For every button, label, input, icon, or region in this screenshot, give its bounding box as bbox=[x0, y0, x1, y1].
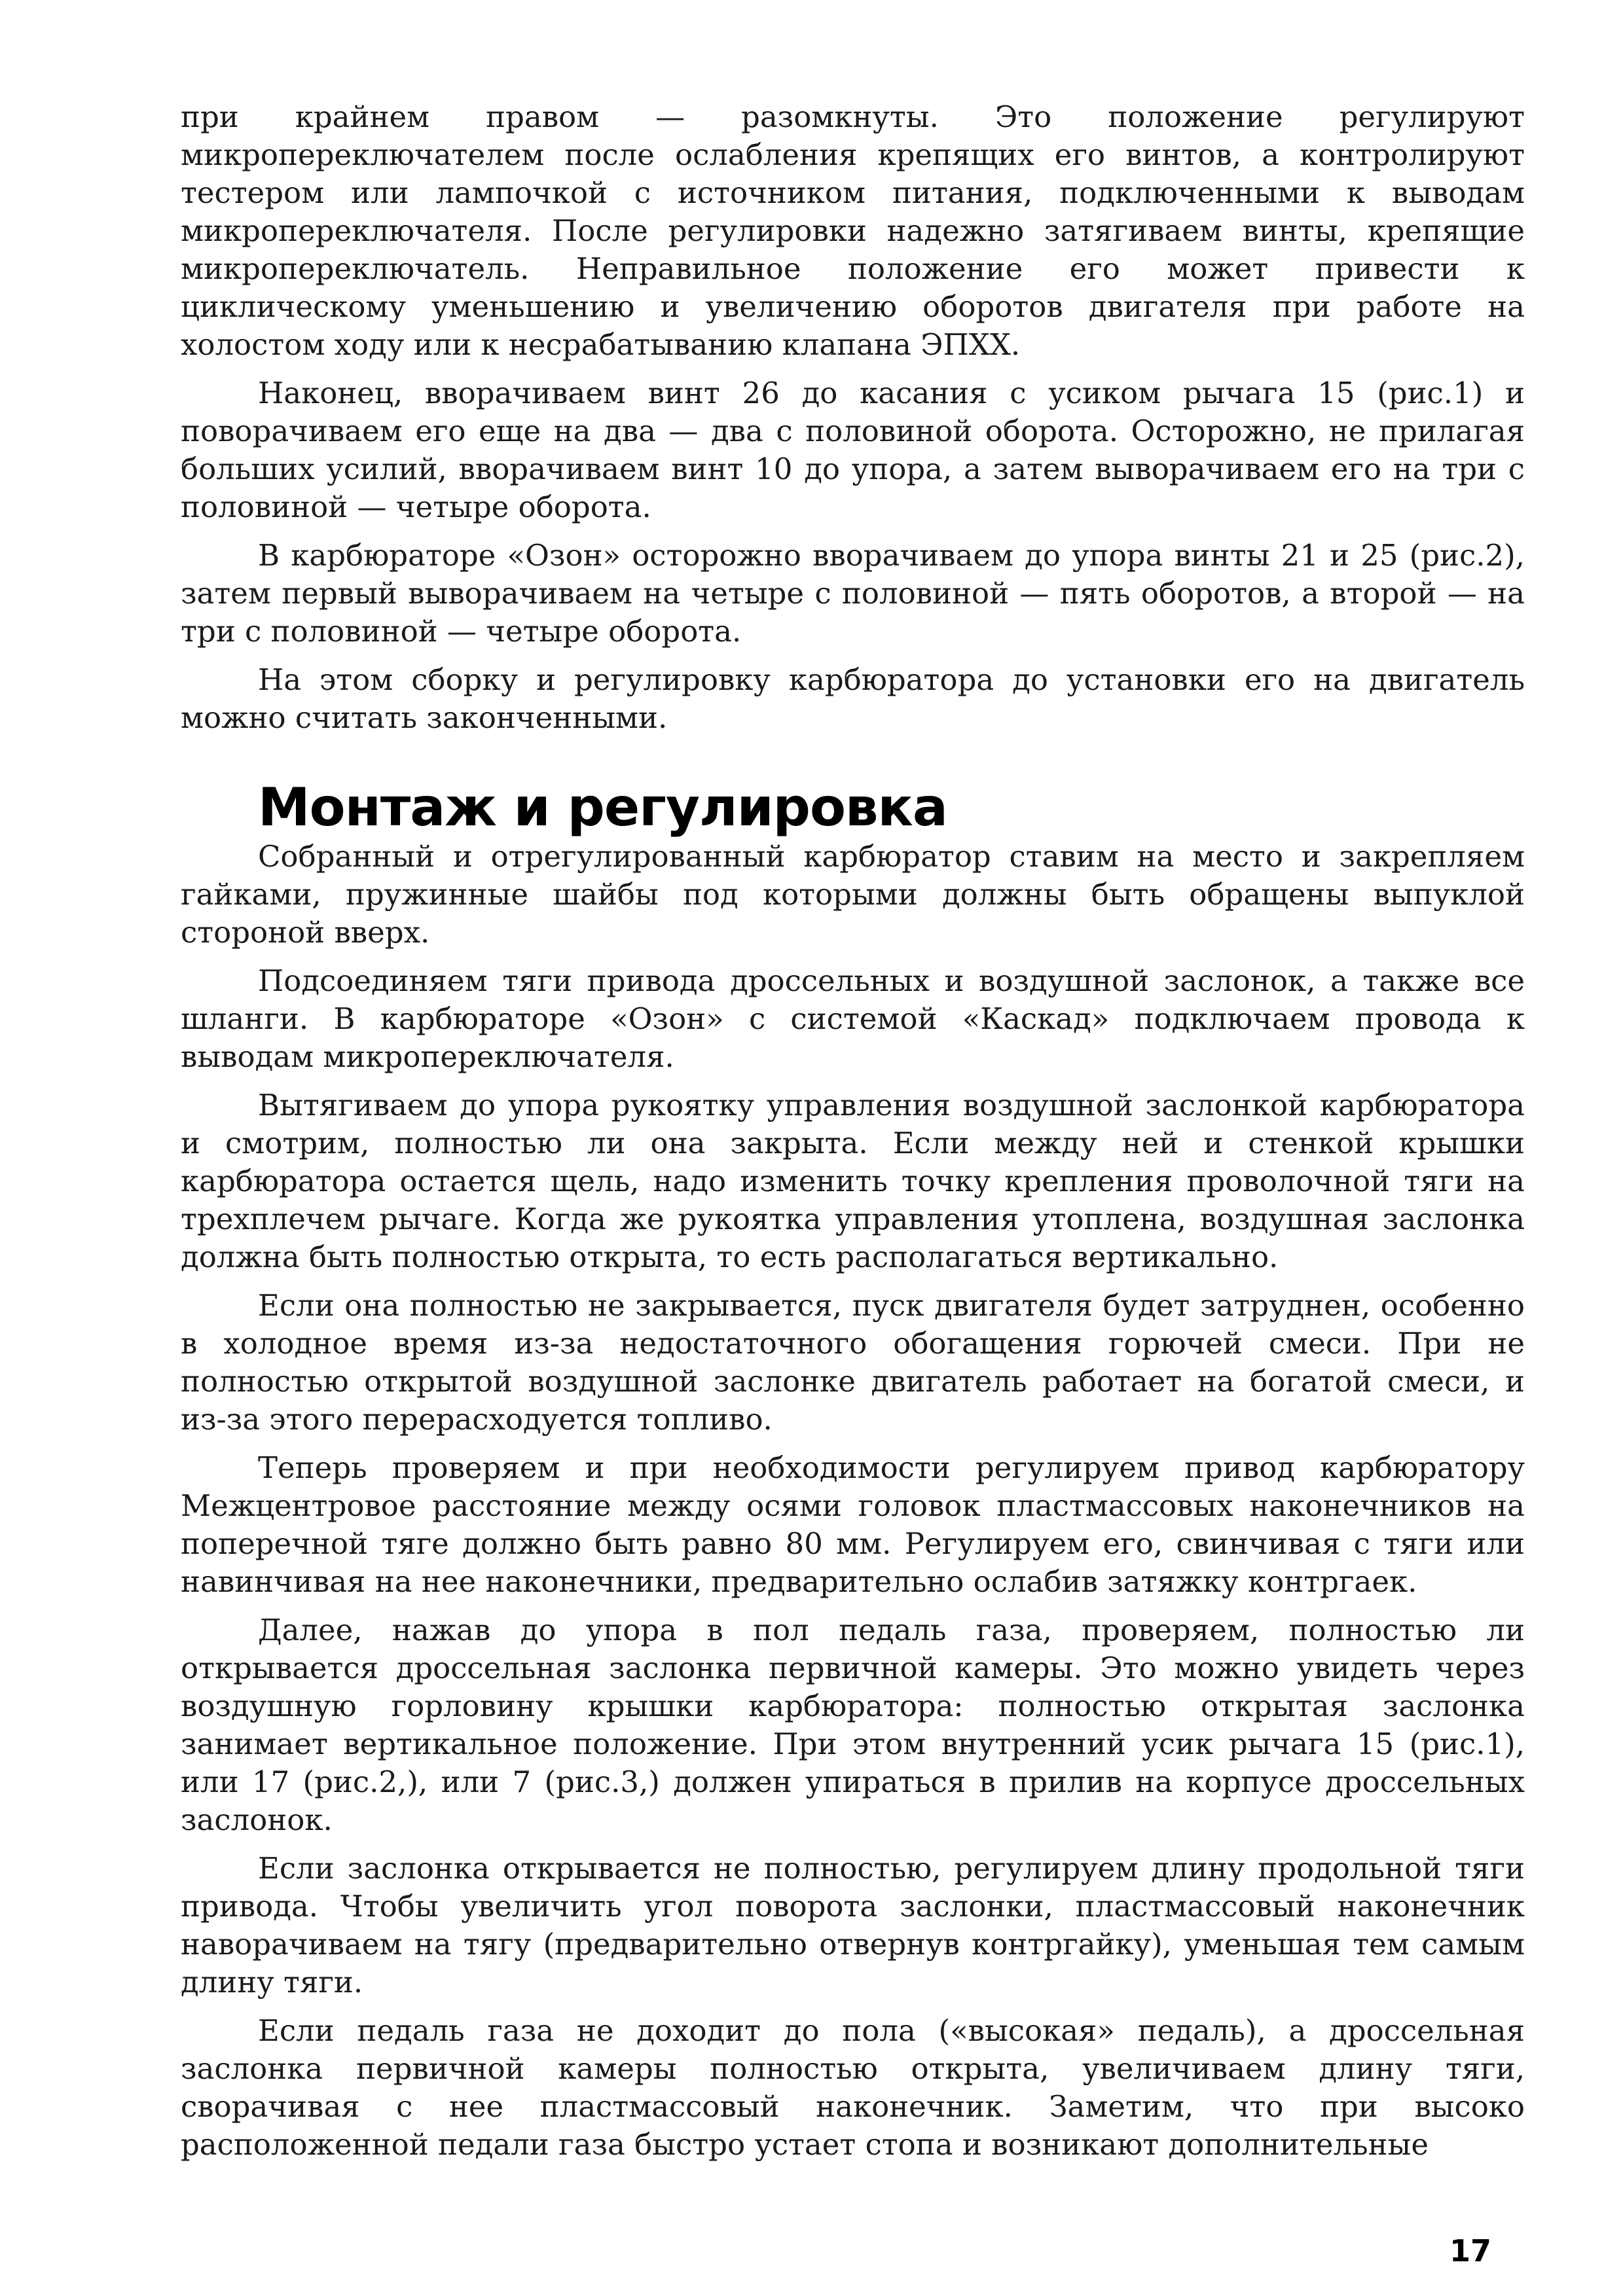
paragraph: Теперь проверяем и при необходимости регулируем привод карбюратору Межцентровое расстояние между осями головок пластмассовых наконечников на поперечной тяге должно быть равно 80 мм. Регулируем его, свинчивая с тяги или навинчивая на нее наконечники, предварительно ослабив затяжку контргаек. bbox=[181, 1450, 1525, 1599]
section-title: Монтаж и регулировка bbox=[258, 777, 947, 838]
page-body bbox=[181, 98, 1525, 2174]
paragraph: Если она полностью не закрывается, пуск двигателя будет затруднен, особенно в холодное время из-за недостаточного обогащения горючей смеси. При не полностью открытой воздушной заслонке двигатель работает на богатой смеси, и из-за этого перерасходуется топливо. bbox=[181, 1288, 1525, 1437]
page-number: 17 bbox=[1450, 2233, 1492, 2269]
paragraph: В карбюраторе «Озон» осторожно вворачиваем до упора винты 21 и 25 (рис.2), затем первый выворачиваем на четыре с половиной — пять оборотов, а второй — на три с половиной — четыре оборота. bbox=[181, 538, 1525, 649]
paragraph: Подсоединяем тяги привода дроссельных и воздушной заслонок, а также все шланги. В карбюраторе «Озон» с системой «Каскад» подключаем провода к выводам микропереключателя. bbox=[181, 963, 1525, 1074]
paragraph: Собранный и отрегулированный карбюратор ставим на место и закрепляем гайками, пружинные шайбы под которыми должны быть обращены выпуклой стороной вверх. bbox=[181, 839, 1525, 950]
paragraph: при крайнем правом — разомкнуты. Это положение регулируют микропереключателем после ослабления крепящих его винтов, а контролируют тестером или лампочкой с источником питания, подключенными к выводам микропереключателя. После регулировки надежно затягиваем винты, крепящие микропереключатель. Неправильное положение его может привести к циклическому уменьшению и увеличению оборотов двигателя при работе на холостом ходу или к несрабатыванию клапана ЭПХХ. bbox=[181, 99, 1525, 362]
paragraph: Далее, нажав до упора в пол педаль газа, проверяем, полностью ли открывается дроссельная заслонка первичной камеры. Это можно увидеть через воздушную горловину крышки карбюратора: полностью открытая заслонка занимает вертикальное положение. При этом внутренний усик рычага 15 (рис.1), или 17 (рис.2,), или 7 (рис.3,) должен упираться в прилив на корпусе дроссельных заслонок. bbox=[181, 1613, 1525, 1837]
paragraph: Вытягиваем до упора рукоятку управления воздушной заслонкой карбюратора и смотрим, полностью ли она закрыта. Если между ней и стенкой крышки карбюратора остается щель, надо изменить точку крепления проволочной тяги на трехплечем рычаге. Когда же рукоятка управления утоплена, воздушная заслонка должна быть полностью открыта, то есть располагаться вертикально. bbox=[181, 1088, 1525, 1274]
paragraph: Наконец, вворачиваем винт 26 до касания с усиком рычага 15 (рис.1) и поворачиваем его еще на два — два с половиной оборота. Осторожно, не прилагая больших усилий, вворачиваем винт 10 до упора, а затем выворачиваем его на три с половиной — четыре оборота. bbox=[181, 376, 1525, 524]
paragraph: Если заслонка открывается не полностью, регулируем длину продольной тяги привода. Чтобы увеличить угол поворота заслонки, пластмассовый наконечник наворачиваем на тягу (предварительно отвернув контргайку), уменьшая тем самым длину тяги. bbox=[181, 1851, 1525, 2000]
paragraph: На этом сборку и регулировку карбюратора до установки его на двигатель можно считать законченными. bbox=[181, 662, 1525, 735]
paragraph: Если педаль газа не доходит до пола («высокая» педаль), а дроссельная заслонка первичной камеры полностью открыта, увеличиваем длину тяги, сворачивая с нее пластмассовый наконечник. Заметим, что при высоко расположенной педали газа быстро устает стопа и возникают дополнительные bbox=[181, 2013, 1525, 2162]
